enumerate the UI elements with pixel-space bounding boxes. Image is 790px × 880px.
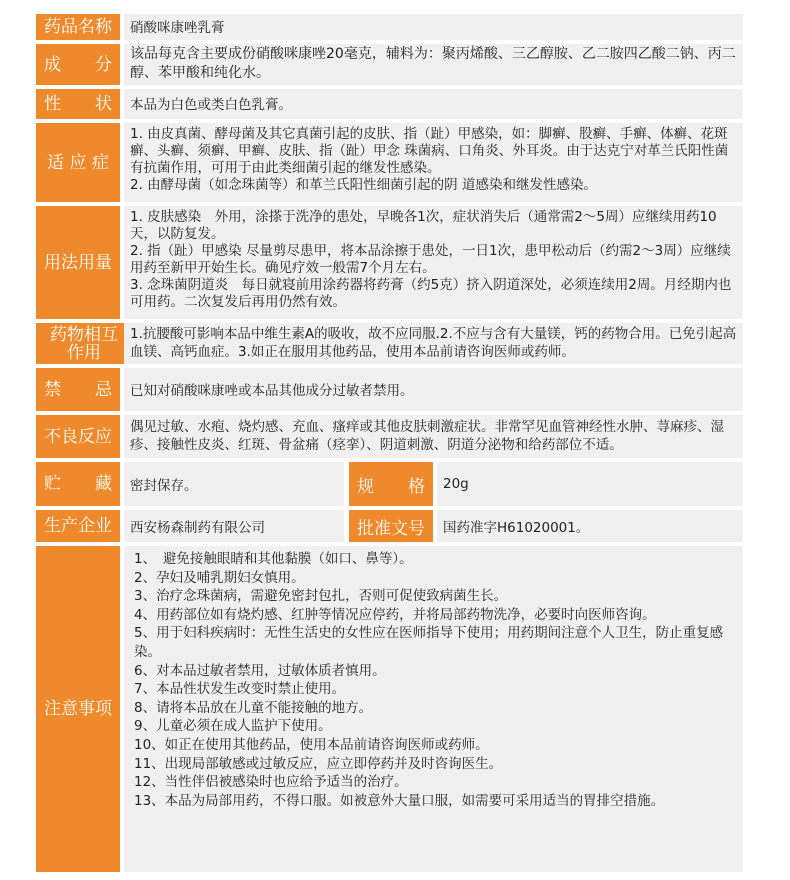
value-storage: 密封保存。 — [124, 462, 344, 506]
label-composition: 成 分 — [36, 44, 120, 85]
row-cautions — [36, 546, 743, 872]
label-appearance: 性 状 — [36, 89, 120, 119]
value-interactions: 1.抗腰酸可影响本品中维生素A的吸收，故不应同服.2.不应与含有大量镁，钙的药物合用。已免引起高血镁、高钙血症。3.如正在服用其他药品，使用本品前请咨询医师或药师。 — [124, 323, 743, 364]
list-item: 2、孕妇及哺乳期妇女慎用。 — [134, 569, 305, 586]
value-contraindications: 已知对硝酸咪康唑或本品其他成分过敏者禁用。 — [124, 368, 743, 411]
list-item: 9、儿童必须在成人监护下使用。 — [134, 718, 332, 735]
label-dosage: 用法用量 — [36, 206, 120, 319]
label-spec: 规 格 — [349, 462, 433, 506]
list-item: 7、本品性状发生改变时禁止使用。 — [134, 681, 346, 698]
row-name — [36, 14, 743, 40]
label-contraindications: 禁 忌 — [36, 368, 120, 411]
list-item: 5、用于妇科疾病时：无性生活史的女性应在医师指导下使用；用药期间注意个人卫生，防止重复感染。 — [134, 625, 724, 660]
row-composition — [36, 44, 743, 85]
value-indications: 1. 由皮真菌、酵母菌及其它真菌引起的皮肤、指（趾）甲感染，如：脚癣、股癣、手癣、体癣、花斑癣、头癣、须癣、甲癣、皮肤、指（趾）甲念 珠菌病、口角炎、外耳炎。由于达克宁对革兰氏阳性菌有抗菌作用，可用于由此类细菌引起的继发性感染。 2. 由酵母菌（如念珠菌等）和革兰氏阳性细菌引起的阴 道感染和继发性感染。 — [124, 123, 743, 202]
label-cautions: 注意事项 — [36, 546, 120, 872]
list-item: 4、用药部位如有烧灼感、红肿等情况应停药，并将局部药物洗净，必要时向医师咨询。 — [134, 606, 656, 623]
row-maker — [36, 510, 743, 542]
list-item: 3、治疗念珠菌病，需避免密封包扎，否则可促使致病菌生长。 — [134, 588, 508, 605]
list-item: 6、对本品过敏者禁用，过敏体质者慎用。 — [134, 662, 386, 679]
list-item: 8、请将本品放在儿童不能接触的地方。 — [134, 699, 373, 716]
value-name: 硝酸咪康唑乳膏 — [124, 14, 743, 40]
label-adverse: 不良反应 — [36, 415, 120, 458]
value-approval: 国药准字H61020001。 — [437, 510, 743, 542]
list-item: 11、出现局部敏感或过敏反应，应立即停药并及时咨询医生。 — [134, 755, 503, 772]
row-dosage — [36, 206, 743, 319]
label-indications: 适 应 症 — [36, 123, 120, 202]
list-item: 1、 避免接触眼睛和其他黏膜（如口、鼻等）。 — [134, 551, 413, 567]
label-approval: 批准文号 — [349, 510, 433, 542]
row-storage — [36, 462, 743, 506]
value-spec: 20g — [437, 462, 743, 506]
value-composition: 该品每克含主要成份硝酸咪康唑20毫克，辅料为：聚丙烯酸、三乙醇胺、乙二胺四乙酸二钠、丙二醇、苯甲酸和纯化水。 — [124, 44, 743, 85]
row-contraindications — [36, 368, 743, 411]
value-dosage: 1. 皮肤感染 外用，涂搽于洗净的患处，早晚各1次，症状消失后（通常需2～5周）应继续用药10天，以防复发。 2. 指（趾）甲感染 尽量剪尽患甲，将本品涂擦于患处，一日1次，患甲松动后（约需2～3周）应继续用药至新甲开始生长。确见疗效一般需7个月左右。 3. 念珠菌阴道炎 每日就寝前用涂药器将药膏（约5克）挤入阴道深处，必须连续用2周。月经期内也可用药。二次复发后再用仍然有效。 — [124, 206, 743, 319]
label-maker: 生产企业 — [36, 510, 120, 542]
row-indications — [36, 123, 743, 202]
list-item: 12、当性伴侣被感染时也应给予适当的治疗。 — [134, 774, 408, 791]
label-interactions: 药物相互作用 — [36, 323, 132, 364]
list-item: 10、如正在使用其他药品，使用本品前请咨询医师或药师。 — [134, 736, 489, 753]
cautions-list — [124, 546, 743, 872]
value-appearance: 本品为白色或类白色乳膏。 — [124, 89, 743, 119]
label-name: 药品名称 — [36, 14, 120, 40]
value-maker: 西安杨森制药有限公司 — [124, 510, 344, 542]
row-interactions — [36, 323, 743, 364]
value-adverse: 偶见过敏、水疱、烧灼感、充血、瘙痒或其他皮肤刺激症状。非常罕见血管神经性水肿、荨麻疹、湿疹、接触性皮炎、红斑、骨盆痛（痉挛）、阴道刺激、阴道分泌物和给药部位不适。 — [124, 415, 743, 458]
list-item: 13、本品为局部用药，不得口服。如被意外大量口服，如需要可采用适当的胃排空措施。 — [134, 792, 665, 809]
row-appearance — [36, 89, 743, 119]
label-storage: 贮 藏 — [36, 462, 120, 506]
row-adverse — [36, 415, 743, 458]
